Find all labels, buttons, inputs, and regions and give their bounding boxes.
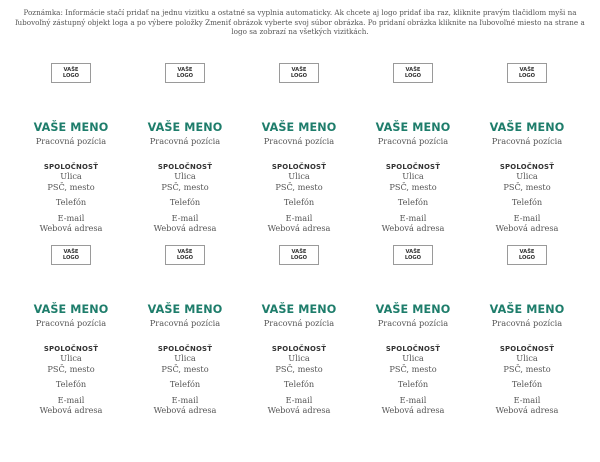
card-street[interactable]: Ulica bbox=[288, 171, 310, 181]
card-website[interactable]: Webová adresa bbox=[381, 223, 445, 233]
card-name[interactable]: VAŠE MENO bbox=[33, 303, 109, 316]
card-street[interactable]: Ulica bbox=[60, 353, 82, 363]
logo-text-line1: VAŠE bbox=[405, 67, 421, 73]
card-email[interactable]: E-mail bbox=[399, 212, 427, 223]
card-city[interactable]: PSČ, mesto bbox=[503, 181, 551, 192]
card-name[interactable]: VAŠE MENO bbox=[33, 121, 109, 134]
logo-text-line1: VAŠE bbox=[291, 67, 307, 73]
logo-text-line1: VAŠE bbox=[63, 249, 79, 255]
logo-text-line2: LOGO bbox=[176, 73, 194, 79]
card-company[interactable]: SPOLOČNOSŤ bbox=[271, 345, 327, 353]
logo-text-line1: VAŠE bbox=[405, 249, 421, 255]
card-website[interactable]: Webová adresa bbox=[267, 223, 331, 233]
instruction-note: Poznámka: Informácie stačí pridať na jednu vizitku a ostatné sa vyplnia automaticky. Ak chcete aj logo pridať iba raz, kliknite pravým tlačidlom myši na ľubovoľný zástupný objekt loga a po výbere položky Zmeniť obrázok vyberte svoj súbor obrázka. Po pridaní obrázka kliknite na ľubovoľné miesto na strane a logo sa zobrazí na všetkých vizitkách. bbox=[15, 8, 585, 36]
card-website[interactable]: Webová adresa bbox=[153, 223, 217, 233]
card-email[interactable]: E-mail bbox=[513, 394, 541, 405]
card-name[interactable]: VAŠE MENO bbox=[375, 303, 451, 316]
card-company[interactable]: SPOLOČNOSŤ bbox=[43, 345, 99, 353]
card-job-title[interactable]: Pracovná pozícia bbox=[35, 136, 107, 146]
logo-placeholder[interactable] bbox=[393, 245, 433, 265]
business-card[interactable] bbox=[242, 63, 356, 234]
card-city[interactable]: PSČ, mesto bbox=[47, 363, 95, 374]
business-card[interactable] bbox=[470, 63, 584, 234]
card-street[interactable]: Ulica bbox=[516, 171, 538, 181]
card-website[interactable]: Webová adresa bbox=[39, 405, 103, 415]
card-job-title[interactable]: Pracovná pozícia bbox=[35, 318, 107, 328]
card-name[interactable]: VAŠE MENO bbox=[261, 121, 337, 134]
card-row-2 bbox=[0, 245, 600, 425]
card-email[interactable]: E-mail bbox=[171, 212, 199, 223]
card-city[interactable]: PSČ, mesto bbox=[389, 363, 437, 374]
card-website[interactable]: Webová adresa bbox=[153, 405, 217, 415]
card-phone[interactable]: Telefón bbox=[55, 379, 87, 389]
logo-text-line1: VAŠE bbox=[519, 67, 535, 73]
card-phone[interactable]: Telefón bbox=[169, 379, 201, 389]
card-phone[interactable]: Telefón bbox=[511, 197, 543, 207]
card-street[interactable]: Ulica bbox=[174, 353, 196, 363]
logo-text-line2: LOGO bbox=[176, 255, 194, 261]
card-email[interactable]: E-mail bbox=[285, 212, 313, 223]
card-street[interactable]: Ulica bbox=[402, 171, 424, 181]
card-name[interactable]: VAŠE MENO bbox=[261, 303, 337, 316]
card-name[interactable]: VAŠE MENO bbox=[147, 303, 223, 316]
logo-text-line1: VAŠE bbox=[63, 67, 79, 73]
card-city[interactable]: PSČ, mesto bbox=[389, 181, 437, 192]
logo-text-line1: VAŠE bbox=[519, 249, 535, 255]
logo-placeholder[interactable] bbox=[393, 63, 433, 83]
card-company[interactable]: SPOLOČNOSŤ bbox=[43, 163, 99, 171]
logo-text-line2: LOGO bbox=[404, 255, 422, 261]
card-email[interactable]: E-mail bbox=[57, 394, 85, 405]
card-phone[interactable]: Telefón bbox=[55, 197, 87, 207]
card-city[interactable]: PSČ, mesto bbox=[275, 363, 323, 374]
card-job-title[interactable]: Pracovná pozícia bbox=[377, 318, 449, 328]
logo-text-line1: VAŠE bbox=[291, 249, 307, 255]
card-row-1 bbox=[0, 63, 600, 243]
card-street[interactable]: Ulica bbox=[516, 353, 538, 363]
card-street[interactable]: Ulica bbox=[174, 171, 196, 181]
card-company[interactable]: SPOLOČNOSŤ bbox=[499, 163, 555, 171]
card-name[interactable]: VAŠE MENO bbox=[489, 121, 565, 134]
card-company[interactable]: SPOLOČNOSŤ bbox=[157, 163, 213, 171]
business-card[interactable] bbox=[128, 63, 242, 234]
card-job-title[interactable]: Pracovná pozícia bbox=[377, 136, 449, 146]
card-job-title[interactable]: Pracovná pozícia bbox=[149, 318, 221, 328]
card-street[interactable]: Ulica bbox=[288, 353, 310, 363]
card-job-title[interactable]: Pracovná pozícia bbox=[491, 136, 563, 146]
card-company[interactable]: SPOLOČNOSŤ bbox=[385, 345, 441, 353]
card-phone[interactable]: Telefón bbox=[397, 379, 429, 389]
card-website[interactable]: Webová adresa bbox=[39, 223, 103, 233]
card-email[interactable]: E-mail bbox=[57, 212, 85, 223]
card-name[interactable]: VAŠE MENO bbox=[375, 121, 451, 134]
card-city[interactable]: PSČ, mesto bbox=[503, 363, 551, 374]
card-phone[interactable]: Telefón bbox=[283, 197, 315, 207]
card-phone[interactable]: Telefón bbox=[283, 379, 315, 389]
business-card[interactable] bbox=[128, 245, 242, 416]
business-card[interactable] bbox=[14, 245, 128, 416]
logo-text-line2: LOGO bbox=[62, 255, 80, 261]
logo-text-line1: VAŠE bbox=[177, 67, 193, 73]
business-card[interactable] bbox=[356, 245, 470, 416]
card-company[interactable]: SPOLOČNOSŤ bbox=[499, 345, 555, 353]
business-card[interactable] bbox=[14, 63, 128, 234]
card-name[interactable]: VAŠE MENO bbox=[489, 303, 565, 316]
card-street[interactable]: Ulica bbox=[402, 353, 424, 363]
card-city[interactable]: PSČ, mesto bbox=[161, 181, 209, 192]
card-website[interactable]: Webová adresa bbox=[495, 223, 559, 233]
business-card[interactable] bbox=[242, 245, 356, 416]
card-phone[interactable]: Telefón bbox=[397, 197, 429, 207]
logo-placeholder[interactable] bbox=[51, 245, 91, 265]
business-card[interactable] bbox=[470, 245, 584, 416]
logo-text-line2: LOGO bbox=[518, 255, 536, 261]
card-email[interactable]: E-mail bbox=[513, 212, 541, 223]
logo-placeholder[interactable] bbox=[51, 63, 91, 83]
logo-text-line2: LOGO bbox=[404, 73, 422, 79]
logo-placeholder[interactable] bbox=[279, 245, 319, 265]
card-job-title[interactable]: Pracovná pozícia bbox=[263, 136, 335, 146]
logo-text-line2: LOGO bbox=[62, 73, 80, 79]
logo-placeholder[interactable] bbox=[507, 245, 547, 265]
card-company[interactable]: SPOLOČNOSŤ bbox=[271, 163, 327, 171]
card-phone[interactable]: Telefón bbox=[511, 379, 543, 389]
card-phone[interactable]: Telefón bbox=[169, 197, 201, 207]
card-website[interactable]: Webová adresa bbox=[267, 405, 331, 415]
logo-text-line2: LOGO bbox=[290, 255, 308, 261]
card-street[interactable]: Ulica bbox=[60, 171, 82, 181]
logo-text-line2: LOGO bbox=[518, 73, 536, 79]
logo-placeholder[interactable] bbox=[165, 63, 205, 83]
card-company[interactable]: SPOLOČNOSŤ bbox=[385, 163, 441, 171]
card-city[interactable]: PSČ, mesto bbox=[47, 181, 95, 192]
logo-placeholder[interactable] bbox=[165, 245, 205, 265]
card-company[interactable]: SPOLOČNOSŤ bbox=[157, 345, 213, 353]
card-email[interactable]: E-mail bbox=[171, 394, 199, 405]
card-job-title[interactable]: Pracovná pozícia bbox=[491, 318, 563, 328]
logo-placeholder[interactable] bbox=[507, 63, 547, 83]
card-city[interactable]: PSČ, mesto bbox=[161, 363, 209, 374]
card-name[interactable]: VAŠE MENO bbox=[147, 121, 223, 134]
logo-placeholder[interactable] bbox=[279, 63, 319, 83]
logo-text-line1: VAŠE bbox=[177, 249, 193, 255]
card-website[interactable]: Webová adresa bbox=[381, 405, 445, 415]
card-email[interactable]: E-mail bbox=[285, 394, 313, 405]
card-email[interactable]: E-mail bbox=[399, 394, 427, 405]
card-job-title[interactable]: Pracovná pozícia bbox=[149, 136, 221, 146]
card-website[interactable]: Webová adresa bbox=[495, 405, 559, 415]
business-card[interactable] bbox=[356, 63, 470, 234]
logo-text-line2: LOGO bbox=[290, 73, 308, 79]
card-city[interactable]: PSČ, mesto bbox=[275, 181, 323, 192]
card-job-title[interactable]: Pracovná pozícia bbox=[263, 318, 335, 328]
